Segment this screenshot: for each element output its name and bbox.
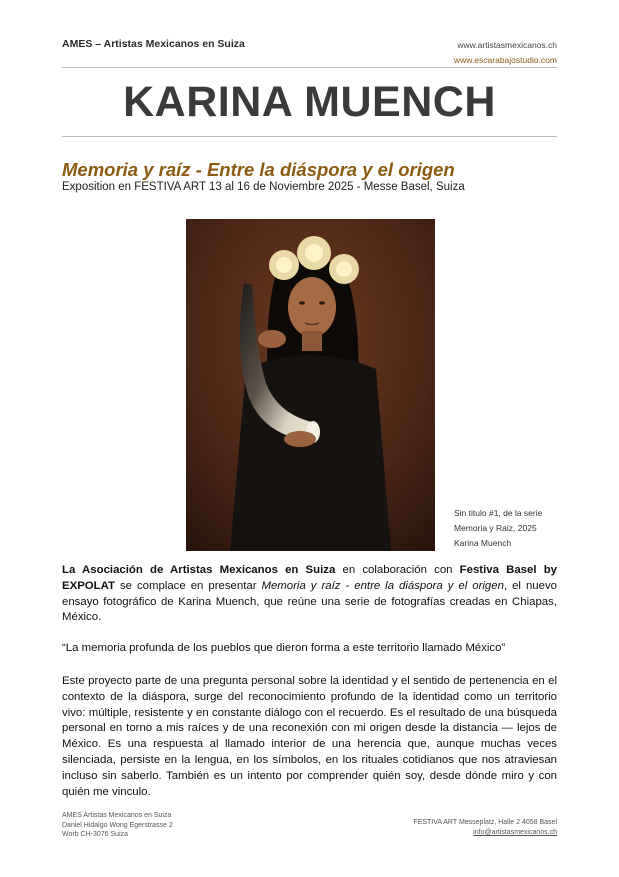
intro-organization: La Asociación de Artistas Mexicanos en Suiza [62,564,336,576]
exhibition-subtitle: Exposition en FESTIVA ART 13 al 16 de Noviembre 2025 - Messe Basel, Suiza [62,181,465,193]
intro-text-b: se complace en presentar [114,579,262,592]
caption-artist: Karina Muench [454,538,512,548]
exhibition-title: Memoria y raíz - Entre la diáspora y el origen [62,159,455,180]
caption-series: Memoria y Raiz, 2025 [454,523,537,533]
portrait-photo [186,219,435,551]
footer-email-link[interactable]: info@artistasmexicanos.ch [473,828,557,836]
website-link-escarabajo[interactable]: www.escarabajostudio.com [454,55,557,65]
footer-venue [413,818,557,837]
footer-street: Daniel Hidalgo Wong Egerstrasse 2 [62,821,173,829]
footer-address [62,811,173,840]
header-organization: AMES – Artistas Mexicanos en Suiza [62,38,245,50]
caption-title: Sin titulo #1, de la serie [454,508,543,518]
website-link-ames[interactable]: www.artistasmexicanos.ch [457,40,557,50]
intro-text-c: , el nuevo ensayo fotográfico de Karina Muench, que reúne una serie de fotografías creadas en Chiapas, México. [62,579,557,624]
footer-org: AMES Artistas Mexicanos en Suiza [62,812,172,819]
title-divider [62,136,557,137]
header-links [454,38,557,68]
footer-venue-address: FESTIVA ART Messeplatz, Halle 2 4058 Basel [413,819,557,826]
quote-paragraph: “La memoria profunda de los pueblos que dieron forma a este territorio llamado México” [62,642,506,654]
intro-project-title: Memoria y raíz - entre la diáspora y el origen [261,579,504,592]
intro-paragraph [62,563,557,626]
artist-name-heading: KARINA MUENCH [123,78,496,126]
project-description-paragraph: Este proyecto parte de una pregunta personal sobre la identidad y el sentido de pertenencia en el contexto de la diáspora, surge del reconocimiento profundo de la identidad como un territorio vivo: múltiple, resistente y en constante diálogo con el recuerdo. Es el resultado de una búsqueda personal en torno a mis raíces y de una reconexión con mi origen desde la distancia — lejos de México. Es una respuesta al llamado interior de una herencia que, aunque muchas veces silenciada, persiste en la lengua, en los símbolos, en los rituales cotidianos que nos atraviesan incluso sin saberlo. También es un intento por comprender quién soy, desde dónde miro y con quién me vinculo. [62,675,557,798]
intro-text-a: en colaboración con [335,564,460,576]
photo-caption [454,506,542,551]
intro-partner: Festiva Basel by EXPOLAT [62,564,557,592]
header-divider [62,67,557,68]
footer-city: Worb CH-3076 Suiza [62,831,129,838]
